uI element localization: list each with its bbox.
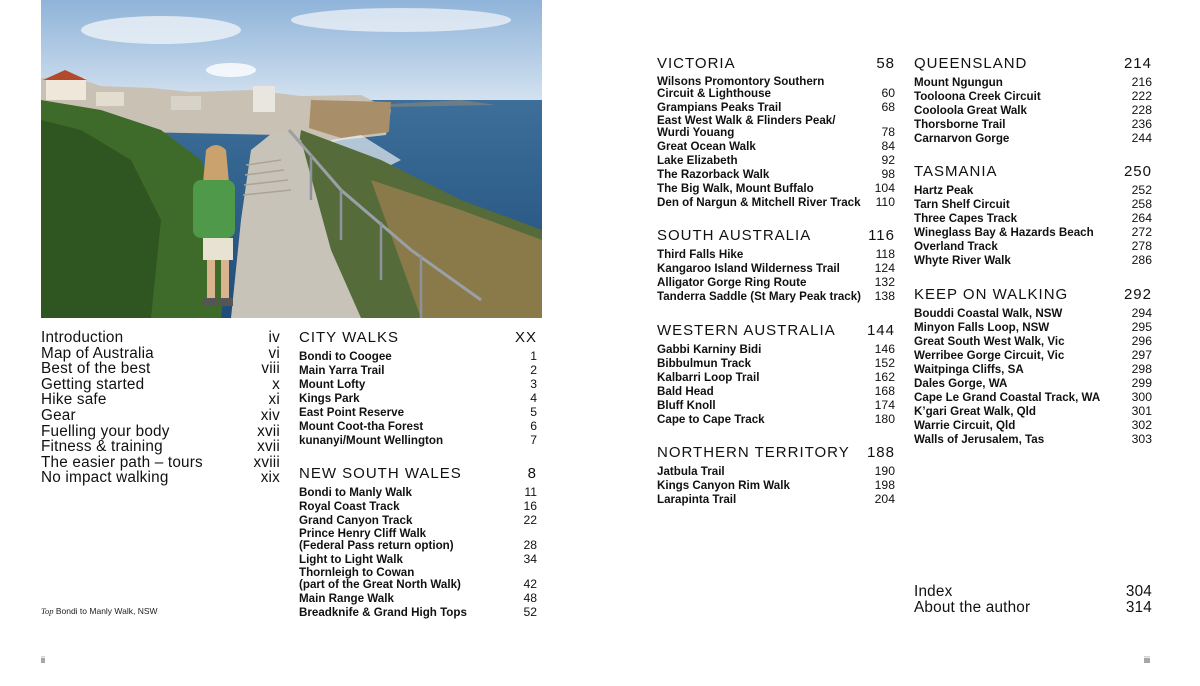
section-south-australia: [657, 227, 895, 303]
toc-entry[interactable]: Wineglass Bay & Hazards Beach 272: [914, 225, 1152, 239]
toc-entry[interactable]: Bluff Knoll 174: [657, 398, 895, 412]
toc-entry[interactable]: Warrie Circuit, Qld 302: [914, 418, 1152, 432]
section-heading[interactable]: NORTHERN TERRITORY 188: [657, 444, 895, 461]
toc-entry[interactable]: Fuelling your body xvii: [41, 422, 280, 440]
toc-entry[interactable]: Getting started x: [41, 375, 280, 393]
section-western-australia: [657, 322, 895, 426]
toc-entry[interactable]: Hike safe xi: [41, 391, 280, 409]
toc-entry[interactable]: Third Falls Hike 118: [657, 247, 895, 261]
toc-entry[interactable]: Kalbarri Loop Trail 162: [657, 370, 895, 384]
caption-label: Top: [41, 606, 54, 616]
toc-entry[interactable]: Best of the best viii: [41, 360, 280, 378]
toc-entry[interactable]: Bondi to Manly Walk 11: [299, 485, 537, 499]
toc-entry[interactable]: The Big Walk, Mount Buffalo 104: [657, 181, 895, 195]
toc-entry[interactable]: K’gari Great Walk, Qld 301: [914, 404, 1152, 418]
toc-entry[interactable]: Main Range Walk 48: [299, 591, 537, 605]
toc-entry[interactable]: Cooloola Great Walk 228: [914, 103, 1152, 117]
toc-entry[interactable]: Kings Park 4: [299, 391, 537, 405]
toc-entry[interactable]: Breadknife & Grand High Tops 52: [299, 605, 537, 619]
toc-entry[interactable]: Bibbulmun Track 152: [657, 356, 895, 370]
toc-entry[interactable]: Light to Light Walk 34: [299, 552, 537, 566]
toc-entry[interactable]: Royal Coast Track 16: [299, 499, 537, 513]
section-queensland: [914, 55, 1152, 145]
section-city-walks: [299, 329, 537, 447]
toc-entry[interactable]: East Point Reserve 5: [299, 405, 537, 419]
section-heading[interactable]: NEW SOUTH WALES 8: [299, 465, 537, 482]
photo-caption: [41, 606, 158, 616]
toc-entry[interactable]: Bald Head 168: [657, 384, 895, 398]
toc-entry[interactable]: Prince Henry Cliff Walk (Federal Pass return option) 28: [299, 527, 537, 552]
toc-entry[interactable]: No impact walking xix: [41, 469, 280, 487]
toc-entry[interactable]: The easier path – tours xviii: [41, 453, 280, 471]
folio-left: ii: [41, 655, 45, 665]
section-northern-territory: [657, 444, 895, 506]
toc-entry[interactable]: Alligator Gorge Ring Route 132: [657, 275, 895, 289]
section-heading[interactable]: SOUTH AUSTRALIA 116: [657, 227, 895, 244]
toc-entry[interactable]: Mount Coot-tha Forest 6: [299, 419, 537, 433]
toc-entry[interactable]: Whyte River Walk 286: [914, 253, 1152, 267]
toc-entry[interactable]: Walls of Jerusalem, Tas 303: [914, 432, 1152, 446]
toc-entry[interactable]: Grand Canyon Track 22: [299, 513, 537, 527]
toc-entry[interactable]: Waitpinga Cliffs, SA 298: [914, 362, 1152, 376]
section-heading[interactable]: VICTORIA 58: [657, 55, 895, 72]
toc-entry[interactable]: Fitness & training xvii: [41, 438, 280, 456]
toc-entry[interactable]: Thornleigh to Cowan (part of the Great North Walk) 42: [299, 566, 537, 591]
folio-right: iii: [1144, 655, 1150, 665]
section-heading[interactable]: TASMANIA 250: [914, 163, 1152, 180]
section-tasmania: [914, 163, 1152, 267]
toc-entry[interactable]: East West Walk & Flinders Peak/ Wurdi Youang 78: [657, 114, 895, 139]
toc-entry[interactable]: Cape Le Grand Coastal Track, WA 300: [914, 390, 1152, 404]
toc-entry[interactable]: Tarn Shelf Circuit 258: [914, 197, 1152, 211]
section-keep-on-walking: [914, 286, 1152, 446]
toc-entry[interactable]: Den of Nargun & Mitchell River Track 110: [657, 195, 895, 209]
toc-entry[interactable]: Mount Lofty 3: [299, 377, 537, 391]
toc-entry[interactable]: Overland Track 278: [914, 239, 1152, 253]
toc-entry[interactable]: Kings Canyon Rim Walk 198: [657, 478, 895, 492]
back-matter-list: [914, 584, 1152, 616]
toc-entry[interactable]: Tanderra Saddle (St Mary Peak track) 138: [657, 289, 895, 303]
toc-entry[interactable]: Map of Australia vi: [41, 344, 280, 362]
section-heading[interactable]: KEEP ON WALKING 292: [914, 286, 1152, 303]
section-heading[interactable]: CITY WALKS XX: [299, 329, 537, 346]
toc-entry[interactable]: Wilsons Promontory Southern Circuit & Lighthouse 60: [657, 75, 895, 100]
toc-entry[interactable]: kunanyi/Mount Wellington 7: [299, 433, 537, 447]
coastal-walk-photo: [41, 0, 542, 318]
toc-entry[interactable]: Tooloona Creek Circuit 222: [914, 89, 1152, 103]
toc-entry[interactable]: Bouddi Coastal Walk, NSW 294: [914, 306, 1152, 320]
toc-entry[interactable]: Thorsborne Trail 236: [914, 117, 1152, 131]
toc-entry[interactable]: Introduction iv: [41, 329, 280, 346]
toc-entry[interactable]: Three Capes Track 264: [914, 211, 1152, 225]
toc-entry[interactable]: Kangaroo Island Wilderness Trail 124: [657, 261, 895, 275]
toc-entry[interactable]: Jatbula Trail 190: [657, 464, 895, 478]
toc-entry[interactable]: Dales Gorge, WA 299: [914, 376, 1152, 390]
toc-entry[interactable]: Grampians Peaks Trail 68: [657, 100, 895, 114]
front-matter-list: [41, 330, 280, 486]
toc-entry[interactable]: Mount Ngungun 216: [914, 75, 1152, 89]
toc-entry[interactable]: About the author 314: [914, 599, 1152, 616]
toc-entry[interactable]: Bondi to Coogee 1: [299, 349, 537, 363]
toc-entry[interactable]: Cape to Cape Track 180: [657, 412, 895, 426]
section-heading[interactable]: WESTERN AUSTRALIA 144: [657, 322, 895, 339]
toc-entry[interactable]: Larapinta Trail 204: [657, 492, 895, 506]
section-new-south-wales: [299, 465, 537, 619]
section-heading[interactable]: QUEENSLAND 214: [914, 55, 1152, 72]
toc-entry[interactable]: Werribee Gorge Circuit, Vic 297: [914, 348, 1152, 362]
caption-text: Bondi to Manly Walk, NSW: [55, 606, 158, 616]
toc-entry[interactable]: Index 304: [914, 583, 1152, 600]
toc-entry[interactable]: Great Ocean Walk 84: [657, 139, 895, 153]
section-victoria: [657, 55, 895, 209]
toc-entry[interactable]: Lake Elizabeth 92: [657, 153, 895, 167]
toc-entry[interactable]: Great South West Walk, Vic 296: [914, 334, 1152, 348]
toc-entry[interactable]: The Razorback Walk 98: [657, 167, 895, 181]
toc-entry[interactable]: Gear xiv: [41, 406, 280, 424]
toc-entry[interactable]: Gabbi Karniny Bidi 146: [657, 342, 895, 356]
toc-entry[interactable]: Hartz Peak 252: [914, 183, 1152, 197]
toc-entry[interactable]: Minyon Falls Loop, NSW 295: [914, 320, 1152, 334]
toc-entry[interactable]: Main Yarra Trail 2: [299, 363, 537, 377]
toc-entry[interactable]: Carnarvon Gorge 244: [914, 131, 1152, 145]
